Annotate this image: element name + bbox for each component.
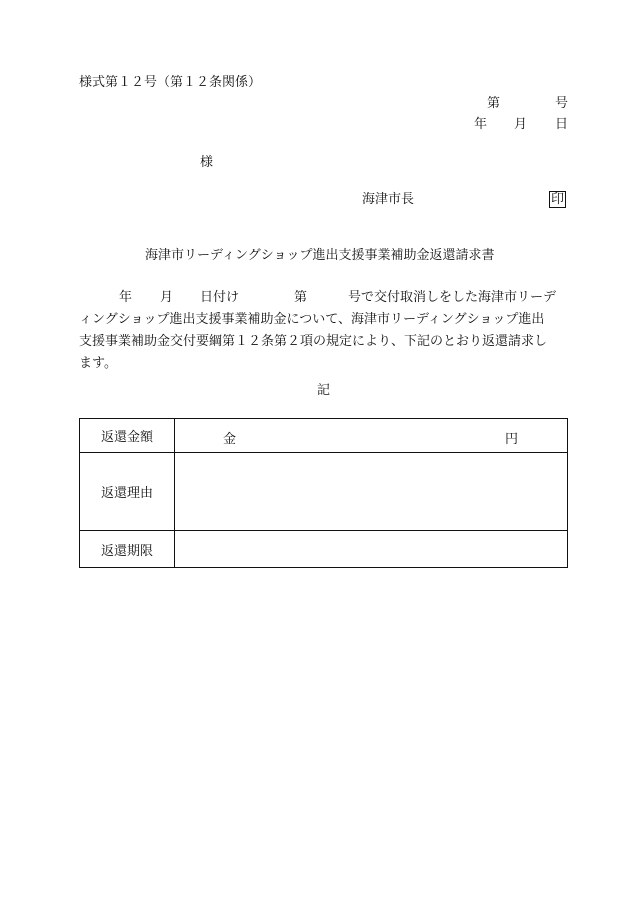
date-year: 年: [474, 117, 488, 132]
number-label-go: 号: [555, 96, 569, 111]
body-dated: 日付け: [200, 290, 240, 305]
label-amount: 返還金額: [80, 419, 175, 453]
body-line-1: [79, 287, 568, 309]
body-line-4: ます。: [79, 356, 117, 371]
table-row-reason: [80, 453, 568, 531]
body-line-2: ィングショップ進出支援事業補助金について、海津市リーディングショップ進出: [79, 312, 545, 327]
date-month: 月: [514, 117, 528, 132]
value-amount[interactable]: [175, 419, 568, 453]
body-year: 年: [119, 290, 133, 305]
document-title: 海津市リーディングショップ進出支援事業補助金返還請求書: [145, 248, 495, 263]
body-month: 月: [160, 290, 174, 305]
amount-suffix: 円: [505, 432, 519, 447]
return-details-table: [79, 418, 568, 568]
body-dai: 第: [294, 290, 308, 305]
issuer-name: 海津市長: [362, 192, 415, 207]
seal-text: 印: [551, 192, 565, 207]
amount-prefix: 金: [223, 432, 237, 447]
form-number: 様式第１２号（第１２条関係）: [79, 75, 262, 90]
body-line-3: 支援事業補助金交付要綱第１２条第２項の規定により、下記のとおり返還請求し: [79, 334, 548, 349]
table-row-deadline: [80, 531, 568, 568]
addressee-suffix: 様: [200, 155, 214, 170]
seal-mark: [549, 191, 566, 208]
date-day: 日: [555, 117, 569, 132]
body-go-rest: 号で交付取消しをした海津市リーデ: [348, 290, 557, 305]
table-row-amount: [80, 419, 568, 453]
number-label-dai: 第: [487, 96, 501, 111]
value-deadline[interactable]: [175, 531, 568, 568]
value-reason[interactable]: [175, 453, 568, 531]
label-reason: 返還理由: [80, 453, 175, 531]
label-deadline: 返還期限: [80, 531, 175, 568]
body-paragraph: [79, 287, 568, 375]
ki-label: 記: [317, 383, 331, 398]
